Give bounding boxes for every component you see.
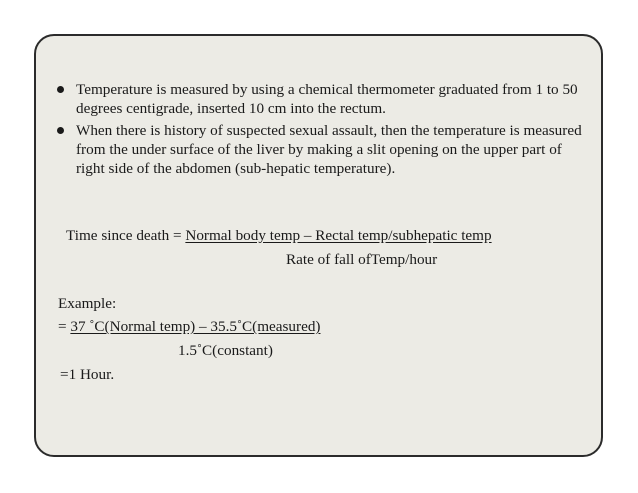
bullet-text: When there is history of suspected sexual assault, then the temperature is measured from the under surface of the liver by making a slit opening on the upper part of right side of the abdomen (sub-hepatic temperature). <box>76 122 582 177</box>
formula-numerator: Normal body temp – Rectal temp/subhepatic temp <box>185 227 492 244</box>
example-numerator-line <box>58 317 320 336</box>
example-prefix: = <box>58 318 71 335</box>
example-result: =1 Hour. <box>60 366 115 383</box>
bullet-dot-icon <box>57 127 64 134</box>
bullet-item <box>56 121 586 178</box>
bullet-list <box>56 80 586 181</box>
formula-denominator: Rate of fall ofTemp/hour <box>286 251 438 268</box>
example-numerator: 37 ˚C(Normal temp) – 35.5˚C(measured) <box>70 318 321 335</box>
bullet-dot-icon <box>57 86 64 93</box>
formula-lhs: Time since death = <box>66 227 186 244</box>
example-denominator: 1.5˚C(constant) <box>178 342 273 359</box>
bullet-item <box>56 80 586 118</box>
formula-numerator-line <box>66 226 492 245</box>
example-label: Example: <box>58 295 117 312</box>
bullet-text: Temperature is measured by using a chemical thermometer graduated from 1 to 50 degrees centigrade, inserted 10 cm into the rectum. <box>76 81 578 117</box>
